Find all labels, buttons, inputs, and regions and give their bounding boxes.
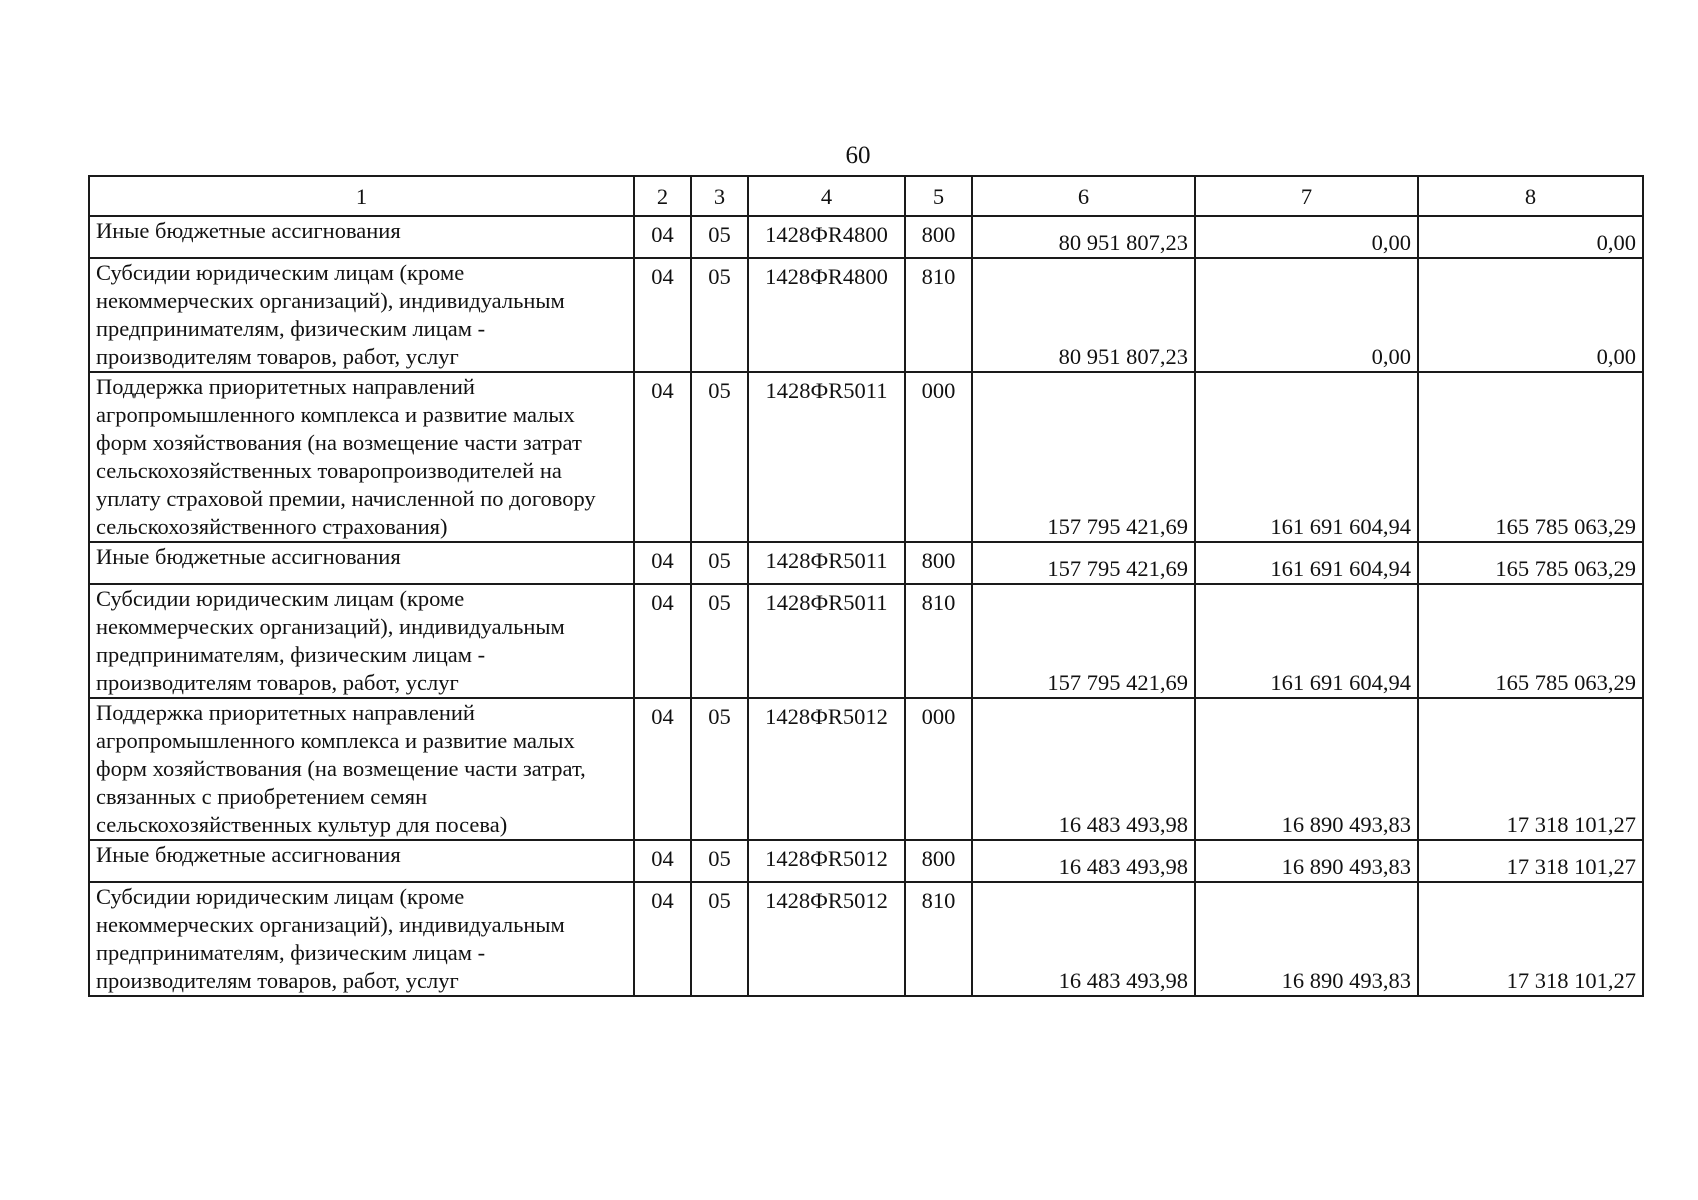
cell-section: 04 [634,840,691,882]
column-header: 1 [89,176,634,216]
cell-amount-col7: 16 890 493,83 [1195,698,1418,840]
cell-amount-col7: 0,00 [1195,258,1418,372]
row-name: Иные бюджетные ассигнования [89,216,634,258]
cell-amount-col6: 16 483 493,98 [972,882,1195,996]
cell-amount-col8: 0,00 [1418,258,1643,372]
cell-subsection: 05 [691,372,748,542]
cell-amount-col6: 80 951 807,23 [972,216,1195,258]
row-name: Субсидии юридическим лицам (кроме некоммерческих организаций), индивидуальным предпринимателям, физическим лицам - производителям товаров, работ, услуг [89,584,634,698]
column-header: 8 [1418,176,1643,216]
cell-amount-col6: 80 951 807,23 [972,258,1195,372]
cell-amount-col8: 17 318 101,27 [1418,698,1643,840]
cell-expense-type: 800 [905,840,972,882]
cell-expense-type: 800 [905,216,972,258]
table-row [89,216,1643,258]
cell-expense-type: 800 [905,542,972,584]
cell-target-article: 1428ФR5011 [748,372,905,542]
cell-amount-col8: 165 785 063,29 [1418,584,1643,698]
cell-amount-col6: 157 795 421,69 [972,372,1195,542]
cell-amount-col6: 16 483 493,98 [972,840,1195,882]
cell-section: 04 [634,882,691,996]
row-name: Иные бюджетные ассигнования [89,840,634,882]
cell-amount-col7: 161 691 604,94 [1195,542,1418,584]
cell-subsection: 05 [691,542,748,584]
table-row [89,372,1643,542]
cell-section: 04 [634,542,691,584]
cell-expense-type: 810 [905,258,972,372]
column-header: 6 [972,176,1195,216]
table-row [89,882,1643,996]
cell-section: 04 [634,216,691,258]
table-row [89,698,1643,840]
cell-amount-col8: 17 318 101,27 [1418,882,1643,996]
cell-subsection: 05 [691,584,748,698]
cell-expense-type: 810 [905,584,972,698]
cell-amount-col7: 161 691 604,94 [1195,372,1418,542]
cell-section: 04 [634,584,691,698]
cell-target-article: 1428ФR5012 [748,882,905,996]
cell-expense-type: 000 [905,698,972,840]
cell-target-article: 1428ФR4800 [748,258,905,372]
cell-section: 04 [634,698,691,840]
page-number: 60 [845,142,871,169]
cell-amount-col6: 157 795 421,69 [972,584,1195,698]
cell-expense-type: 810 [905,882,972,996]
cell-amount-col6: 16 483 493,98 [972,698,1195,840]
cell-subsection: 05 [691,258,748,372]
cell-amount-col7: 0,00 [1195,216,1418,258]
cell-amount-col7: 161 691 604,94 [1195,584,1418,698]
column-header: 4 [748,176,905,216]
row-name: Субсидии юридическим лицам (кроме некоммерческих организаций), индивидуальным предпринимателям, физическим лицам - производителям товаров, работ, услуг [89,258,634,372]
cell-subsection: 05 [691,698,748,840]
cell-subsection: 05 [691,216,748,258]
table-row [89,840,1643,882]
cell-expense-type: 000 [905,372,972,542]
cell-target-article: 1428ФR5012 [748,698,905,840]
cell-target-article: 1428ФR5012 [748,840,905,882]
cell-amount-col8: 165 785 063,29 [1418,372,1643,542]
cell-amount-col8: 165 785 063,29 [1418,542,1643,584]
cell-amount-col8: 0,00 [1418,216,1643,258]
cell-amount-col7: 16 890 493,83 [1195,882,1418,996]
row-name: Субсидии юридическим лицам (кроме некоммерческих организаций), индивидуальным предпринимателям, физическим лицам - производителям товаров, работ, услуг [89,882,634,996]
cell-subsection: 05 [691,840,748,882]
table-header-row [89,176,1643,216]
column-header: 3 [691,176,748,216]
row-name: Иные бюджетные ассигнования [89,542,634,584]
table-row [89,584,1643,698]
row-name: Поддержка приоритетных направлений агропромышленного комплекса и развитие малых форм хозяйствования (на возмещение части затрат сельскохозяйственных товаропроизводителей на уплату страховой премии, начисленной по договору сельскохозяйственного страхования) [89,372,634,542]
cell-target-article: 1428ФR5011 [748,542,905,584]
column-header: 5 [905,176,972,216]
cell-amount-col7: 16 890 493,83 [1195,840,1418,882]
cell-section: 04 [634,372,691,542]
cell-target-article: 1428ФR4800 [748,216,905,258]
budget-table [88,175,1644,997]
row-name: Поддержка приоритетных направлений агропромышленного комплекса и развитие малых форм хозяйствования (на возмещение части затрат, связанных с приобретением семян сельскохозяйственных культур для посева) [89,698,634,840]
cell-subsection: 05 [691,882,748,996]
table-row [89,258,1643,372]
cell-amount-col8: 17 318 101,27 [1418,840,1643,882]
table-row [89,542,1643,584]
cell-section: 04 [634,258,691,372]
cell-target-article: 1428ФR5011 [748,584,905,698]
cell-amount-col6: 157 795 421,69 [972,542,1195,584]
column-header: 7 [1195,176,1418,216]
column-header: 2 [634,176,691,216]
